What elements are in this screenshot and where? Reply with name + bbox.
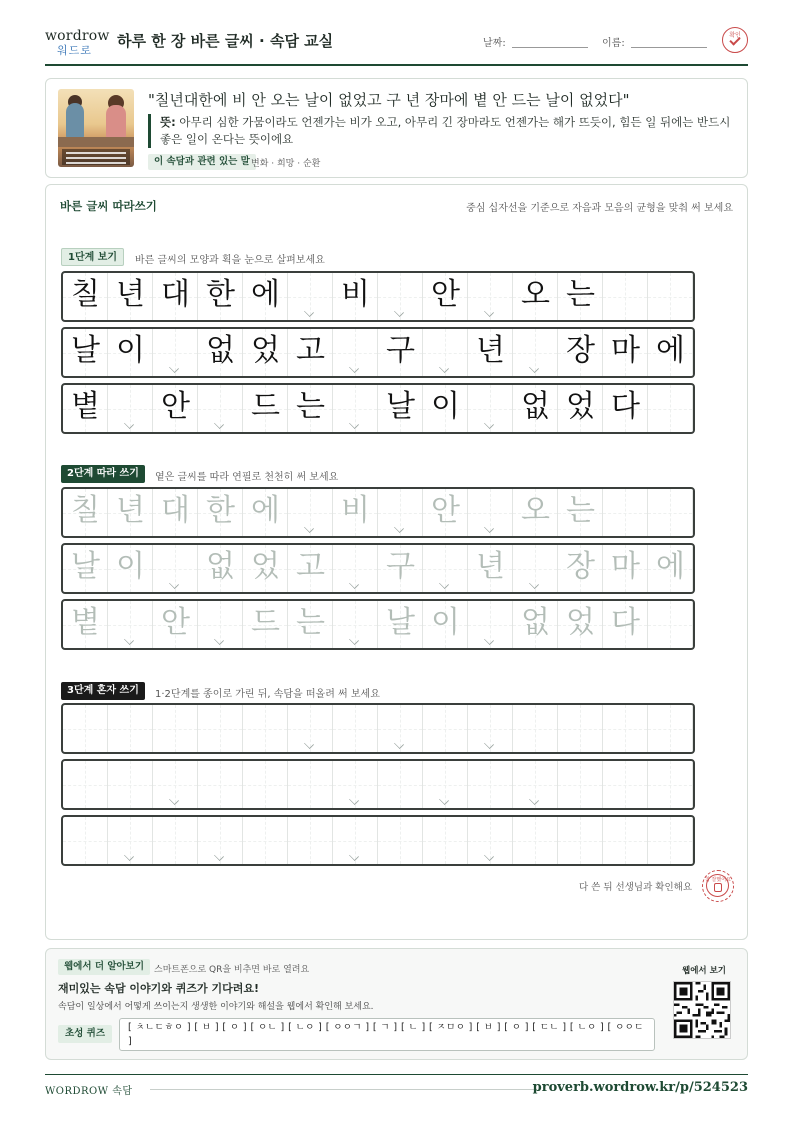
grid-cell: [513, 273, 558, 320]
space-mark-icon: [214, 851, 224, 861]
grid-char: 이: [431, 605, 460, 640]
proverb-illustration: [58, 89, 134, 167]
grid-char: 에: [656, 333, 685, 368]
grid-cell[interactable]: [513, 761, 558, 808]
grid-char: 한: [206, 493, 235, 528]
grid-char: 비: [341, 493, 370, 528]
space-mark-icon: [349, 851, 359, 861]
grid-cell[interactable]: [153, 489, 198, 536]
grid-cell: [558, 329, 603, 376]
grid-cell[interactable]: [603, 545, 648, 592]
grid-cell[interactable]: [63, 761, 108, 808]
grid-cell[interactable]: [198, 545, 243, 592]
grid-cell[interactable]: [288, 817, 333, 864]
grid-char: 장: [566, 549, 595, 584]
grid-char: 없: [206, 549, 235, 584]
wordrow-logo: [45, 28, 110, 58]
grid-cell[interactable]: [108, 545, 153, 592]
grid-cell[interactable]: [378, 761, 423, 808]
grid-cell: [108, 273, 153, 320]
grid-cell[interactable]: [423, 489, 468, 536]
grid-cell: [693, 273, 695, 320]
grid-cell: [468, 329, 513, 376]
space-mark-icon: [214, 419, 224, 429]
grid-cell: [243, 385, 288, 432]
space-mark-icon: [439, 579, 449, 589]
proverb-card: [45, 78, 748, 178]
grid-cell[interactable]: [108, 761, 153, 808]
space-mark-icon: [484, 851, 494, 861]
web-headline: 재미있는 속담 이야기와 퀴즈가 기다려요!: [58, 982, 259, 995]
footer-line: [150, 1089, 536, 1090]
grid-cell[interactable]: [333, 601, 378, 648]
grid-char: 년: [476, 333, 505, 368]
grid-char: 년: [116, 493, 145, 528]
grid-cell[interactable]: [108, 601, 153, 648]
space-mark-icon: [394, 739, 404, 749]
step1-desc: 바른 글씨의 모양과 획을 눈으로 살펴보세요: [135, 255, 325, 266]
grid-cell: [558, 385, 603, 432]
grid-cell[interactable]: [378, 601, 423, 648]
grid-cell[interactable]: [63, 489, 108, 536]
space-mark-icon: [124, 419, 134, 429]
practice-panel: [45, 184, 748, 940]
header-divider: [45, 64, 748, 66]
quiz-tag: 초성 퀴즈: [58, 1025, 112, 1043]
grid-cell[interactable]: [468, 489, 513, 536]
grid-cell: [423, 385, 468, 432]
grid-cell[interactable]: [333, 817, 378, 864]
grid-cell[interactable]: [693, 489, 695, 536]
grid-cell[interactable]: [468, 761, 513, 808]
grid-cell[interactable]: [63, 601, 108, 648]
space-mark-icon: [304, 523, 314, 533]
grid-char: 는: [566, 277, 595, 312]
check-stamp-icon: [722, 27, 748, 53]
grid-cell[interactable]: [243, 489, 288, 536]
grid-cell: [108, 385, 153, 432]
grid-cell: [648, 329, 693, 376]
view-grid-row: [61, 383, 695, 434]
grid-cell[interactable]: [198, 817, 243, 864]
grid-char: 날: [71, 549, 100, 584]
grid-cell[interactable]: [423, 817, 468, 864]
logo-korean: 워드로: [57, 44, 92, 57]
grid-cell[interactable]: [63, 545, 108, 592]
space-mark-icon: [484, 419, 494, 429]
grid-cell[interactable]: [108, 705, 153, 752]
date-label: 날짜:: [483, 38, 506, 49]
space-mark-icon: [304, 739, 314, 749]
grid-cell[interactable]: [153, 601, 198, 648]
grid-char: 에: [656, 549, 685, 584]
grid-char: 없: [521, 389, 550, 424]
grid-char: 었: [566, 605, 595, 640]
grid-cell[interactable]: [378, 545, 423, 592]
space-mark-icon: [529, 363, 539, 373]
grid-char: 년: [116, 277, 145, 312]
page-title: 하루 한 장 바른 글씨 · 속담 교실: [117, 32, 334, 50]
grid-char: 마: [611, 333, 640, 368]
grid-cell[interactable]: [468, 817, 513, 864]
grid-cell[interactable]: [198, 761, 243, 808]
web-info-box: [45, 948, 748, 1060]
grid-cell[interactable]: [243, 761, 288, 808]
practice-title: 바른 글씨 따라쓰기: [60, 199, 157, 213]
grid-cell[interactable]: [198, 601, 243, 648]
good-job-stamp-text: 참 잘했어요: [705, 877, 731, 883]
grid-char: 구: [386, 549, 415, 584]
space-mark-icon: [349, 579, 359, 589]
grid-cell[interactable]: [468, 545, 513, 592]
grid-cell[interactable]: [333, 705, 378, 752]
step3-desc: 1·2단계를 종이로 가린 뒤, 속담을 떠올려 써 보세요: [155, 689, 380, 700]
space-mark-icon: [394, 307, 404, 317]
space-mark-icon: [214, 635, 224, 645]
grid-cell[interactable]: [288, 761, 333, 808]
grid-cell: [198, 329, 243, 376]
grid-cell[interactable]: [63, 705, 108, 752]
grid-cell[interactable]: [153, 545, 198, 592]
space-mark-icon: [439, 363, 449, 373]
grid-char: 었: [251, 333, 280, 368]
name-field[interactable]: [631, 47, 707, 48]
space-mark-icon: [169, 579, 179, 589]
grid-char: 는: [296, 605, 325, 640]
web-subline: 속담이 일상에서 어떻게 쓰이는지 생생한 이야기와 해설을 웹에서 확인해 보세요.: [58, 1002, 374, 1012]
space-mark-icon: [484, 307, 494, 317]
grid-cell[interactable]: [558, 761, 603, 808]
grid-cell[interactable]: [603, 489, 648, 536]
grid-cell[interactable]: [333, 761, 378, 808]
step2-desc: 옅은 글씨를 따라 연필로 천천히 써 보세요: [155, 472, 339, 483]
grid-cell[interactable]: [558, 545, 603, 592]
grid-cell[interactable]: [243, 817, 288, 864]
grid-cell[interactable]: [513, 705, 558, 752]
grid-char: 구: [386, 333, 415, 368]
grid-cell[interactable]: [648, 761, 693, 808]
trace-grid-row[interactable]: [61, 487, 695, 538]
grid-char: 한: [206, 277, 235, 312]
grid-char: 없: [521, 605, 550, 640]
space-mark-icon: [394, 523, 404, 533]
grid-cell[interactable]: [333, 545, 378, 592]
grid-cell[interactable]: [513, 817, 558, 864]
grid-char: 오: [521, 493, 550, 528]
grid-cell[interactable]: [288, 489, 333, 536]
date-field[interactable]: [512, 47, 588, 48]
grid-cell: [63, 385, 108, 432]
grid-cell[interactable]: [153, 817, 198, 864]
grid-cell: [468, 385, 513, 432]
grid-cell: [693, 329, 695, 376]
grid-cell[interactable]: [153, 705, 198, 752]
space-mark-icon: [484, 523, 494, 533]
grid-cell[interactable]: [423, 705, 468, 752]
trace-grid-row[interactable]: [61, 599, 695, 650]
grid-cell: [378, 385, 423, 432]
grid-char: 볕: [71, 605, 100, 640]
grid-cell[interactable]: [378, 489, 423, 536]
web-tag: 웹에서 더 알아보기: [58, 959, 150, 975]
grid-char: 비: [341, 277, 370, 312]
grid-char: 안: [431, 493, 460, 528]
grid-cell[interactable]: [423, 601, 468, 648]
grid-cell: [558, 273, 603, 320]
grid-cell[interactable]: [378, 817, 423, 864]
good-job-stamp-icon: [702, 870, 734, 902]
grid-cell: [513, 329, 558, 376]
meaning-text: 아무리 심한 가뭄이라도 언젠가는 비가 오고, 아무리 긴 장마라도 언젠가는 해가 뜨듯이, 힘든 일 뒤에는 반드시 좋은 일이 온다는 뜻이에요: [160, 115, 731, 146]
grid-char: 날: [71, 333, 100, 368]
qr-code-icon[interactable]: [673, 981, 731, 1039]
grid-cell[interactable]: [468, 601, 513, 648]
space-mark-icon: [349, 419, 359, 429]
grid-char: 칠: [71, 277, 100, 312]
grid-char: 는: [566, 493, 595, 528]
grid-char: 고: [296, 333, 325, 368]
grid-char: 칠: [71, 493, 100, 528]
grid-cell[interactable]: [513, 545, 558, 592]
grid-char: 다: [611, 605, 640, 640]
grid-char: 안: [431, 277, 460, 312]
grid-char: 이: [116, 549, 145, 584]
grid-cell: [603, 385, 648, 432]
grid-cell[interactable]: [693, 601, 695, 648]
grid-char: 드: [251, 605, 280, 640]
final-note: 다 쓴 뒤 선생님과 확인해요: [578, 882, 692, 893]
step2-tag: 2단계 따라 쓰기: [61, 465, 145, 483]
web-desc: 스마트폰으로 QR을 비추면 바로 열려요: [154, 965, 310, 975]
grid-cell: [243, 329, 288, 376]
space-mark-icon: [439, 795, 449, 805]
grid-cell: [333, 273, 378, 320]
meaning-label: 뜻:: [160, 115, 176, 129]
name-label: 이름:: [602, 38, 625, 49]
grid-char: 이: [116, 333, 145, 368]
grid-cell: [243, 273, 288, 320]
grid-cell[interactable]: [288, 601, 333, 648]
grid-cell: [378, 273, 423, 320]
grid-cell: [468, 273, 513, 320]
grid-cell[interactable]: [558, 489, 603, 536]
grid-cell[interactable]: [423, 545, 468, 592]
grid-cell[interactable]: [603, 761, 648, 808]
footer-url[interactable]: proverb.wordrow.kr/p/524523: [532, 1080, 748, 1095]
qr-label: 웹에서 보기: [682, 966, 727, 976]
grid-char: 날: [386, 605, 415, 640]
grid-char: 드: [251, 389, 280, 424]
logo-wordmark: wordrow: [45, 28, 110, 44]
grid-char: 에: [251, 493, 280, 528]
page-header: [45, 24, 748, 68]
grid-char: 마: [611, 549, 640, 584]
grid-cell: [693, 385, 695, 432]
grid-char: 었: [251, 549, 280, 584]
grid-cell: [108, 329, 153, 376]
grid-cell[interactable]: [513, 601, 558, 648]
grid-char: 이: [431, 389, 460, 424]
grid-cell[interactable]: [558, 705, 603, 752]
grid-char: 대: [161, 493, 190, 528]
grid-cell[interactable]: [558, 817, 603, 864]
view-grid-row: [61, 271, 695, 322]
space-mark-icon: [349, 795, 359, 805]
grid-cell[interactable]: [648, 601, 693, 648]
grid-cell[interactable]: [423, 761, 468, 808]
grid-cell[interactable]: [648, 705, 693, 752]
grid-cell[interactable]: [198, 489, 243, 536]
space-mark-icon: [124, 635, 134, 645]
grid-cell[interactable]: [378, 705, 423, 752]
space-mark-icon: [124, 851, 134, 861]
grid-cell: [423, 329, 468, 376]
space-mark-icon: [484, 739, 494, 749]
blank-grid-row[interactable]: [61, 815, 695, 866]
grid-cell[interactable]: [648, 545, 693, 592]
grid-cell[interactable]: [693, 817, 695, 864]
space-mark-icon: [529, 579, 539, 589]
step1-tag: 1단계 보기: [61, 248, 124, 266]
grid-cell: [63, 329, 108, 376]
grid-cell: [423, 273, 468, 320]
grid-cell: [333, 329, 378, 376]
grid-char: 안: [161, 605, 190, 640]
grid-cell[interactable]: [108, 817, 153, 864]
grid-cell[interactable]: [63, 817, 108, 864]
related-words: 변화 · 희망 · 순환: [251, 159, 321, 169]
grid-cell[interactable]: [108, 489, 153, 536]
grid-cell[interactable]: [603, 601, 648, 648]
grid-cell: [288, 385, 333, 432]
grid-cell[interactable]: [648, 489, 693, 536]
grid-cell: [288, 273, 333, 320]
grid-cell: [648, 385, 693, 432]
proverb-meaning: [148, 114, 734, 148]
grid-cell[interactable]: [468, 705, 513, 752]
grid-cell[interactable]: [648, 817, 693, 864]
grid-cell[interactable]: [243, 601, 288, 648]
grid-char: 장: [566, 333, 595, 368]
grid-cell[interactable]: [288, 705, 333, 752]
grid-cell: [153, 329, 198, 376]
grid-cell[interactable]: [603, 705, 648, 752]
grid-cell: [603, 273, 648, 320]
grid-cell: [333, 385, 378, 432]
space-mark-icon: [169, 795, 179, 805]
grid-cell: [648, 273, 693, 320]
footer-divider: [45, 1074, 748, 1075]
related-words-tag: 이 속담과 관련 있는 말: [148, 154, 256, 170]
blank-grid-row[interactable]: [61, 703, 695, 754]
check-stamp-text: 확인: [729, 32, 741, 39]
grid-char: 없: [206, 333, 235, 368]
grid-cell[interactable]: [153, 761, 198, 808]
space-mark-icon: [484, 635, 494, 645]
grid-cell[interactable]: [603, 817, 648, 864]
grid-cell: [513, 385, 558, 432]
grid-cell: [603, 329, 648, 376]
grid-cell: [63, 273, 108, 320]
grid-cell[interactable]: [243, 705, 288, 752]
grid-cell[interactable]: [693, 761, 695, 808]
grid-cell[interactable]: [513, 489, 558, 536]
grid-cell: [198, 385, 243, 432]
grid-char: 는: [296, 389, 325, 424]
grid-char: 년: [476, 549, 505, 584]
trace-grid-row[interactable]: [61, 543, 695, 594]
grid-cell[interactable]: [693, 705, 695, 752]
space-mark-icon: [529, 795, 539, 805]
grid-cell[interactable]: [243, 545, 288, 592]
grid-cell: [153, 385, 198, 432]
grid-cell[interactable]: [693, 545, 695, 592]
grid-cell: [153, 273, 198, 320]
grid-cell: [288, 329, 333, 376]
space-mark-icon: [349, 635, 359, 645]
grid-char: 고: [296, 549, 325, 584]
step3-tag: 3단계 혼자 쓰기: [61, 682, 145, 700]
grid-cell[interactable]: [198, 705, 243, 752]
grid-cell: [198, 273, 243, 320]
grid-char: 에: [251, 277, 280, 312]
grid-char: 볕: [71, 389, 100, 424]
proverb-quote: "칠년대한에 비 안 오는 날이 없었고 구 년 장마에 볕 안 드는 날이 없었다": [148, 91, 630, 109]
grid-char: 안: [161, 389, 190, 424]
space-mark-icon: [304, 307, 314, 317]
grid-cell[interactable]: [333, 489, 378, 536]
grid-char: 다: [611, 389, 640, 424]
view-grid-row: [61, 327, 695, 378]
chosung-quiz: [ ㅊㄴㄷㅎㅇ ] [ ㅂ ] [ ㅇ ] [ ㅇㄴ ] [ ㄴㅇ ] [ ㅇㅇㄱ ] [ ㄱ ] [ ㄴ ] [ ㅈㅁㅇ ] [ ㅂ ] [ ㅇ ] [ ㄷㄴ ] [ ㄴㅇ ] [ ㅇㅇㄷ ]: [119, 1018, 655, 1051]
grid-char: 오: [521, 277, 550, 312]
grid-char: 대: [161, 277, 190, 312]
grid-char: 날: [386, 389, 415, 424]
grid-cell: [378, 329, 423, 376]
space-mark-icon: [349, 363, 359, 373]
grid-char: 었: [566, 389, 595, 424]
blank-grid-row[interactable]: [61, 759, 695, 810]
footer-brand: WORDROW 속담: [45, 1086, 133, 1097]
grid-cell[interactable]: [288, 545, 333, 592]
space-mark-icon: [169, 363, 179, 373]
grid-cell[interactable]: [558, 601, 603, 648]
practice-hint: 중심 십자선을 기준으로 자음과 모음의 균형을 맞춰 써 보세요: [466, 203, 733, 214]
